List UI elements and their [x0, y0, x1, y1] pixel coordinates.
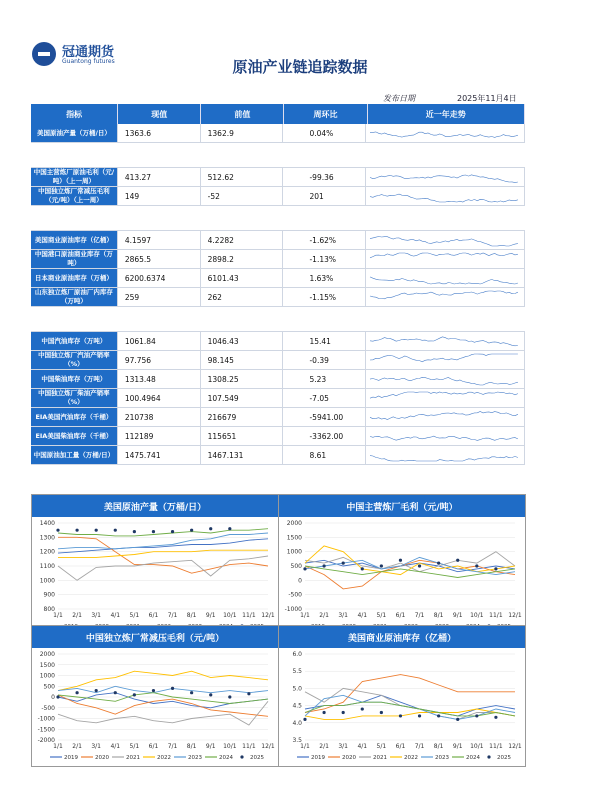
table-row	[31, 427, 525, 446]
indicator-name: EIA美国柴油库存（千桶）	[31, 427, 118, 445]
sparkline	[366, 288, 525, 306]
y-tick-label: 3.5	[292, 737, 302, 744]
series-2025-point	[380, 711, 383, 714]
current-value: 4.1597	[118, 231, 201, 249]
series-2025-point	[56, 695, 59, 698]
x-tick-label: 3/1	[91, 743, 102, 750]
x-tick-label: 2/1	[319, 612, 329, 619]
x-tick-label: 2/1	[72, 612, 82, 619]
y-tick-label: -2000	[37, 737, 55, 744]
series-2025-point	[437, 714, 440, 717]
sparkline-path	[370, 337, 518, 346]
x-tick-label: 9/1	[205, 743, 216, 750]
col-header-wow: 周环比	[284, 104, 367, 124]
series-2024-line	[58, 693, 268, 704]
x-tick-label: 5/1	[376, 743, 387, 750]
series-2025-point	[190, 691, 193, 694]
series-2022-line	[58, 671, 268, 690]
x-tick-label: 6/1	[395, 743, 406, 750]
legend-label: 2025	[250, 755, 264, 761]
x-tick-label: 5/1	[129, 612, 140, 619]
x-tick-label: 11/1	[489, 612, 503, 619]
x-tick-label: 4/1	[357, 612, 368, 619]
series-2025-point	[209, 693, 212, 696]
x-tick-label: 11/1	[489, 743, 503, 750]
legend-label: 2019	[64, 755, 78, 761]
indicator-name: 中国独立炼厂常减压毛利（元/吨）（上一周）	[31, 187, 118, 205]
x-tick-label: 10/1	[470, 612, 484, 619]
current-value: 259	[118, 288, 201, 306]
x-tick-label: 11/1	[242, 612, 256, 619]
indicator-name: 山东独立炼厂原油厂内库存（万吨）	[31, 288, 118, 306]
x-tick-label: 4/1	[110, 743, 121, 750]
series-2025-point	[475, 714, 478, 717]
current-value: 149	[118, 187, 201, 205]
group-spacer	[31, 206, 525, 231]
y-tick-label: 2000	[39, 651, 55, 658]
series-2025-point	[418, 564, 421, 567]
x-tick-label: 9/1	[205, 612, 216, 619]
table-row	[31, 370, 525, 389]
y-tick-label: 1500	[286, 534, 302, 542]
y-tick-label: 900	[43, 591, 55, 599]
series-2025-point	[399, 559, 402, 562]
indicator-table	[31, 104, 525, 465]
y-tick-label: 4.5	[292, 702, 302, 710]
indicator-name: 中国独立炼厂柴油产销率（%）	[31, 389, 118, 407]
chart-title: 中国独立炼厂常减压毛利（元/吨）	[32, 626, 278, 648]
x-tick-label: 7/1	[414, 612, 425, 619]
y-tick-label: -1000	[284, 606, 302, 613]
week-change: 15.41	[283, 332, 366, 350]
date-value: 2025年11月4日	[457, 94, 517, 103]
sparkline	[366, 427, 525, 445]
series-2025-point	[342, 711, 345, 714]
x-tick-label: 12/1	[261, 743, 275, 750]
sparkline-path	[370, 291, 518, 299]
previous-value: -52	[201, 187, 284, 205]
logo-subtitle: Guantong futures	[62, 58, 115, 65]
table-row	[31, 446, 525, 465]
previous-value: 1308.25	[201, 370, 284, 388]
x-tick-label: 4/1	[110, 612, 121, 619]
x-tick-label: 3/1	[338, 612, 349, 619]
series-2025-point	[114, 529, 117, 532]
series-2025-point	[399, 714, 402, 717]
y-tick-label: 500	[290, 563, 302, 570]
previous-value: 107.549	[201, 389, 284, 407]
legend-label: 2024	[466, 755, 480, 761]
previous-value: 216679	[201, 408, 284, 426]
indicator-name: 中国汽油库存（万吨）	[31, 332, 118, 350]
x-tick-label: 7/1	[167, 743, 178, 750]
x-tick-label: 12/1	[508, 612, 522, 619]
x-tick-label: 6/1	[148, 612, 159, 619]
x-tick-label: 7/1	[414, 743, 425, 750]
series-2025-point	[494, 567, 497, 570]
series-2025-point	[75, 529, 78, 532]
series-2025-point	[303, 718, 306, 721]
sparkline-path	[370, 194, 518, 202]
x-tick-label: 6/1	[148, 743, 159, 750]
sparkline	[366, 370, 525, 388]
previous-value: 115651	[201, 427, 284, 445]
chart-title: 中国主营炼厂毛利（元/吨）	[279, 495, 525, 517]
current-value: 112189	[118, 427, 201, 445]
col-header-current: 现值	[118, 104, 201, 124]
y-tick-label: 4.0	[292, 719, 302, 727]
x-tick-label: 3/1	[338, 743, 349, 750]
sparkline-path	[370, 277, 518, 284]
legend-marker	[240, 755, 243, 758]
chart-china-refinery-margin	[279, 517, 525, 635]
sparkline-path	[370, 456, 518, 461]
y-tick-label: -1000	[37, 715, 55, 723]
previous-value: 262	[201, 288, 284, 306]
sparkline	[366, 389, 525, 407]
table-row	[31, 288, 525, 307]
y-tick-label: 1300	[39, 534, 55, 542]
sparkline	[366, 250, 525, 268]
current-value: 1313.48	[118, 370, 201, 388]
series-2025-point	[95, 529, 98, 532]
legend-label: 2024	[219, 755, 233, 761]
series-2025-point	[209, 527, 212, 530]
legend-label: 2022	[404, 755, 418, 761]
table-header	[31, 104, 525, 124]
table-row	[31, 231, 525, 250]
series-2022-line	[58, 550, 268, 557]
chart-panel-china-refinery-margin	[278, 494, 526, 636]
week-change: 5.23	[283, 370, 366, 388]
table-row	[31, 351, 525, 370]
legend-label: 2019	[311, 755, 325, 761]
date-label: 发布日期	[383, 94, 415, 103]
series-2025-point	[133, 693, 136, 696]
y-tick-label: 500	[43, 683, 55, 691]
y-tick-label: 1000	[286, 548, 302, 556]
series-2025-point	[494, 716, 497, 719]
col-header-previous: 前值	[201, 104, 284, 124]
chart-panel-us-crude-production	[31, 494, 279, 636]
previous-value: 4.2282	[201, 231, 284, 249]
x-tick-label: 10/1	[223, 743, 237, 750]
week-change: -0.39	[283, 351, 366, 369]
y-tick-label: 5.0	[292, 685, 302, 693]
current-value: 1363.6	[118, 124, 201, 142]
series-2025-point	[456, 559, 459, 562]
chart-title: 美国商业原油库存（亿桶）	[279, 626, 525, 648]
x-tick-label: 4/1	[357, 743, 368, 750]
sparkline-path	[370, 377, 518, 385]
sparkline	[366, 269, 525, 287]
y-tick-label: 1500	[39, 661, 55, 669]
x-tick-label: 8/1	[186, 743, 197, 750]
series-2025-point	[322, 711, 325, 714]
series-2025-point	[228, 527, 231, 530]
indicator-name: 美国原油产量（万桶/日）	[31, 124, 118, 142]
previous-value: 1362.9	[201, 124, 284, 142]
sparkline-path	[370, 175, 518, 183]
x-tick-label: 1/1	[53, 743, 63, 750]
x-tick-label: 10/1	[470, 743, 484, 750]
indicator-name: 中国柴油库存（万吨）	[31, 370, 118, 388]
week-change: -5941.00	[283, 408, 366, 426]
table-row	[31, 269, 525, 288]
y-tick-label: 800	[43, 606, 55, 613]
y-tick-label: 0	[298, 577, 302, 585]
series-2022-line	[305, 709, 515, 719]
table-row	[31, 124, 525, 143]
y-tick-label: 1000	[39, 577, 55, 585]
series-2025-point	[171, 687, 174, 690]
y-tick-label: -1500	[37, 726, 55, 734]
series-2025-point	[152, 689, 155, 692]
sparkline	[366, 187, 525, 205]
legend-label: 2025	[497, 755, 511, 761]
col-header-indicator: 指标	[31, 104, 118, 124]
current-value: 210738	[118, 408, 201, 426]
legend-label: 2023	[435, 755, 449, 761]
x-tick-label: 8/1	[433, 743, 444, 750]
y-tick-label: 1400	[39, 520, 55, 527]
table-row	[31, 168, 525, 187]
week-change: -3362.00	[283, 427, 366, 445]
x-tick-label: 11/1	[242, 743, 256, 750]
previous-value: 1467.131	[201, 446, 284, 464]
indicator-name: EIA美国汽油库存（千桶）	[31, 408, 118, 426]
current-value: 413.27	[118, 168, 201, 186]
indicator-name: 中国港口原油商业库存（万吨）	[31, 250, 118, 268]
series-2019-line	[58, 539, 268, 553]
table-row	[31, 250, 525, 269]
series-2025-point	[456, 718, 459, 721]
indicator-name: 中国原油加工量（万桶/日）	[31, 446, 118, 464]
x-tick-label: 1/1	[300, 612, 310, 619]
series-2025-point	[342, 562, 345, 565]
series-2025-point	[322, 564, 325, 567]
sparkline-path	[370, 132, 518, 138]
sparkline	[366, 351, 525, 369]
chart-us-crude-inventory	[279, 648, 525, 766]
sparkline-path	[370, 392, 518, 398]
y-tick-label: -500	[41, 704, 55, 712]
col-header-trend: 近一年走势	[368, 104, 525, 124]
week-change: -1.62%	[283, 231, 366, 249]
indicator-name: 美国商业原油库存（亿桶）	[31, 231, 118, 249]
series-2025-point	[152, 530, 155, 533]
x-tick-label: 2/1	[319, 743, 329, 750]
x-tick-label: 5/1	[376, 612, 387, 619]
x-tick-label: 8/1	[186, 612, 197, 619]
legend-label: 2023	[188, 755, 202, 761]
current-value: 2865.5	[118, 250, 201, 268]
series-2025-point	[361, 707, 364, 710]
x-tick-label: 5/1	[129, 743, 140, 750]
sparkline-path	[370, 253, 518, 258]
y-tick-label: -500	[288, 591, 302, 599]
current-value: 97.756	[118, 351, 201, 369]
y-tick-label: 1200	[39, 548, 55, 556]
series-2025-point	[303, 567, 306, 570]
week-change: -7.05	[283, 389, 366, 407]
indicator-name: 日本商业原油库存（万桶）	[31, 269, 118, 287]
series-2025-point	[133, 530, 136, 533]
y-tick-label: 5.5	[292, 668, 302, 676]
chart-title: 美国原油产量（万桶/日）	[32, 495, 278, 517]
x-tick-label: 12/1	[508, 743, 522, 750]
y-tick-label: 6.0	[292, 651, 302, 658]
series-2025-point	[56, 529, 59, 532]
series-2025-point	[418, 714, 421, 717]
chart-independent-refinery-margin	[32, 648, 278, 766]
current-value: 1475.741	[118, 446, 201, 464]
y-tick-label: 2000	[286, 520, 302, 527]
previous-value: 2898.2	[201, 250, 284, 268]
table-row	[31, 187, 525, 206]
x-tick-label: 12/1	[261, 612, 275, 619]
series-2025-point	[247, 692, 250, 695]
x-tick-label: 9/1	[452, 743, 463, 750]
sparkline	[366, 408, 525, 426]
x-tick-label: 9/1	[452, 612, 463, 619]
series-2023-line	[58, 686, 268, 692]
table-row	[31, 332, 525, 351]
group-spacer	[31, 143, 525, 168]
legend-label: 2021	[126, 755, 140, 761]
current-value: 100.4964	[118, 389, 201, 407]
y-tick-label: 1000	[39, 672, 55, 680]
x-tick-label: 7/1	[167, 612, 178, 619]
chart-panel-independent-refinery-margin	[31, 625, 279, 767]
sparkline-path	[370, 237, 518, 247]
week-change: -99.36	[283, 168, 366, 186]
series-2025-point	[190, 529, 193, 532]
series-2025-point	[475, 564, 478, 567]
y-tick-label: 1100	[39, 563, 55, 570]
chart-us-crude-production	[32, 517, 278, 635]
current-value: 6200.6374	[118, 269, 201, 287]
current-value: 1061.84	[118, 332, 201, 350]
series-2025-point	[95, 689, 98, 692]
table-row	[31, 408, 525, 427]
y-tick-label: 0	[51, 694, 55, 701]
chart-panel-us-crude-inventory	[278, 625, 526, 767]
sparkline	[366, 332, 525, 350]
page-title: 原油产业链追踪数据	[232, 58, 368, 76]
series-2025-point	[361, 567, 364, 570]
sparkline-path	[370, 354, 518, 362]
indicator-name: 中国主营炼厂原油毛利（元/吨）（上一周）	[31, 168, 118, 186]
sparkline	[366, 124, 525, 142]
x-tick-label: 1/1	[53, 612, 63, 619]
sparkline	[366, 446, 525, 464]
week-change: -1.15%	[283, 288, 366, 306]
table-row	[31, 389, 525, 408]
week-change: 1.63%	[283, 269, 366, 287]
series-2025-point	[114, 691, 117, 694]
x-tick-label: 2/1	[72, 743, 82, 750]
sparkline-path	[370, 436, 518, 440]
series-2025-point	[437, 562, 440, 565]
legend-label: 2021	[373, 755, 387, 761]
series-2021-line	[58, 556, 268, 580]
x-tick-label: 3/1	[91, 612, 102, 619]
legend-label: 2020	[95, 755, 109, 761]
legend-label: 2022	[157, 755, 171, 761]
previous-value: 6101.43	[201, 269, 284, 287]
legend-label: 2020	[342, 755, 356, 761]
x-tick-label: 6/1	[395, 612, 406, 619]
previous-value: 512.62	[201, 168, 284, 186]
previous-value: 98.145	[201, 351, 284, 369]
group-spacer	[31, 307, 525, 332]
previous-value: 1046.43	[201, 332, 284, 350]
x-tick-label: 1/1	[300, 743, 310, 750]
sparkline	[366, 168, 525, 186]
series-2025-point	[171, 530, 174, 533]
week-change: 201	[283, 187, 366, 205]
week-change: 8.61	[283, 446, 366, 464]
series-2025-point	[228, 695, 231, 698]
legend-marker	[487, 755, 490, 758]
series-2025-point	[75, 691, 78, 694]
series-2025-point	[380, 564, 383, 567]
indicator-name: 中国独立炼厂汽油产销率（%）	[31, 351, 118, 369]
x-tick-label: 10/1	[223, 612, 237, 619]
series-2020-line	[58, 537, 268, 573]
logo-name: 冠通期货	[62, 45, 115, 60]
week-change: 0.04%	[283, 124, 366, 142]
sparkline-path	[370, 412, 518, 420]
x-tick-label: 8/1	[433, 612, 444, 619]
week-change: -1.13%	[283, 250, 366, 268]
sparkline	[366, 231, 525, 249]
